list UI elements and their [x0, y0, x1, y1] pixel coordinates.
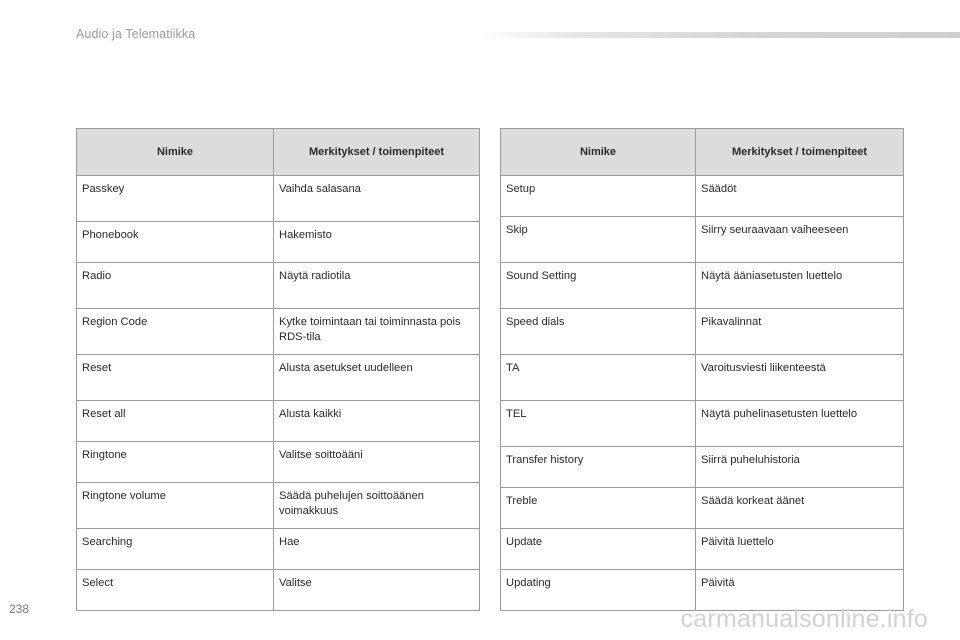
term-cell: Update [501, 529, 696, 570]
meaning-cell: Näytä radiotila [274, 263, 480, 309]
table-row [77, 309, 480, 355]
table-row [77, 401, 480, 442]
meaning-cell: Näytä puhelinasetusten luettelo [696, 401, 904, 447]
table-row [501, 217, 904, 263]
table-row [77, 570, 480, 611]
table-row [501, 355, 904, 401]
meaning-cell: Alusta asetukset uudelleen [274, 355, 480, 401]
meaning-cell: Siirry seuraavaan vaiheeseen [696, 217, 904, 263]
column-header-term: Nimike [501, 129, 696, 176]
term-cell: Region Code [77, 309, 274, 355]
glossary-table-right [500, 128, 904, 611]
column-header-term: Nimike [77, 129, 274, 176]
watermark: carmanualsonline.info [680, 605, 928, 633]
table-row [77, 355, 480, 401]
table-header-row [501, 129, 904, 176]
term-cell: Searching [77, 529, 274, 570]
table-row [501, 309, 904, 355]
term-cell: Sound Setting [501, 263, 696, 309]
meaning-cell: Hae [274, 529, 480, 570]
section-title: Audio ja Telematiikka [76, 27, 196, 41]
table-row [77, 529, 480, 570]
term-cell: TEL [501, 401, 696, 447]
term-cell: Ringtone [77, 442, 274, 483]
table-row [77, 442, 480, 483]
meaning-cell: Varoitusviesti liikenteestä [696, 355, 904, 401]
meaning-cell: Hakemisto [274, 222, 480, 263]
meaning-cell: Säädä puhelujen soittoäänen voimakkuus [274, 483, 480, 529]
meaning-cell: Päivitä luettelo [696, 529, 904, 570]
table-row [77, 263, 480, 309]
term-cell: Select [77, 570, 274, 611]
term-cell: Ringtone volume [77, 483, 274, 529]
term-cell: Skip [501, 217, 696, 263]
table-row [501, 529, 904, 570]
page-number: 238 [9, 602, 30, 616]
table-row [77, 222, 480, 263]
term-cell: Speed dials [501, 309, 696, 355]
term-cell: Transfer history [501, 447, 696, 488]
meaning-cell: Pikavalinnat [696, 309, 904, 355]
meaning-cell: Siirrä puheluhistoria [696, 447, 904, 488]
meaning-cell: Kytke toimintaan tai toiminnasta pois RDS-tila [274, 309, 480, 355]
meaning-cell: Näytä ääniasetusten luettelo [696, 263, 904, 309]
meaning-cell: Päivitä [696, 570, 904, 611]
meaning-cell: Valitse soittoääni [274, 442, 480, 483]
meaning-cell: Vaihda salasana [274, 176, 480, 222]
header-rule [480, 32, 960, 38]
meaning-cell: Säädöt [696, 176, 904, 217]
table-row [501, 263, 904, 309]
table-row [501, 176, 904, 217]
term-cell: Reset all [77, 401, 274, 442]
term-cell: Setup [501, 176, 696, 217]
term-cell: TA [501, 355, 696, 401]
meaning-cell: Valitse [274, 570, 480, 611]
table-row [77, 176, 480, 222]
table-row [501, 447, 904, 488]
meaning-cell: Alusta kaikki [274, 401, 480, 442]
table-row [501, 488, 904, 529]
column-header-meaning: Merkitykset / toimenpiteet [274, 129, 480, 176]
term-cell: Radio [77, 263, 274, 309]
term-cell: Treble [501, 488, 696, 529]
table-row [501, 401, 904, 447]
table-header-row [77, 129, 480, 176]
term-cell: Reset [77, 355, 274, 401]
term-cell: Updating [501, 570, 696, 611]
glossary-table-left [76, 128, 480, 611]
meaning-cell: Säädä korkeat äänet [696, 488, 904, 529]
term-cell: Phonebook [77, 222, 274, 263]
table-row [77, 483, 480, 529]
column-header-meaning: Merkitykset / toimenpiteet [696, 129, 904, 176]
term-cell: Passkey [77, 176, 274, 222]
